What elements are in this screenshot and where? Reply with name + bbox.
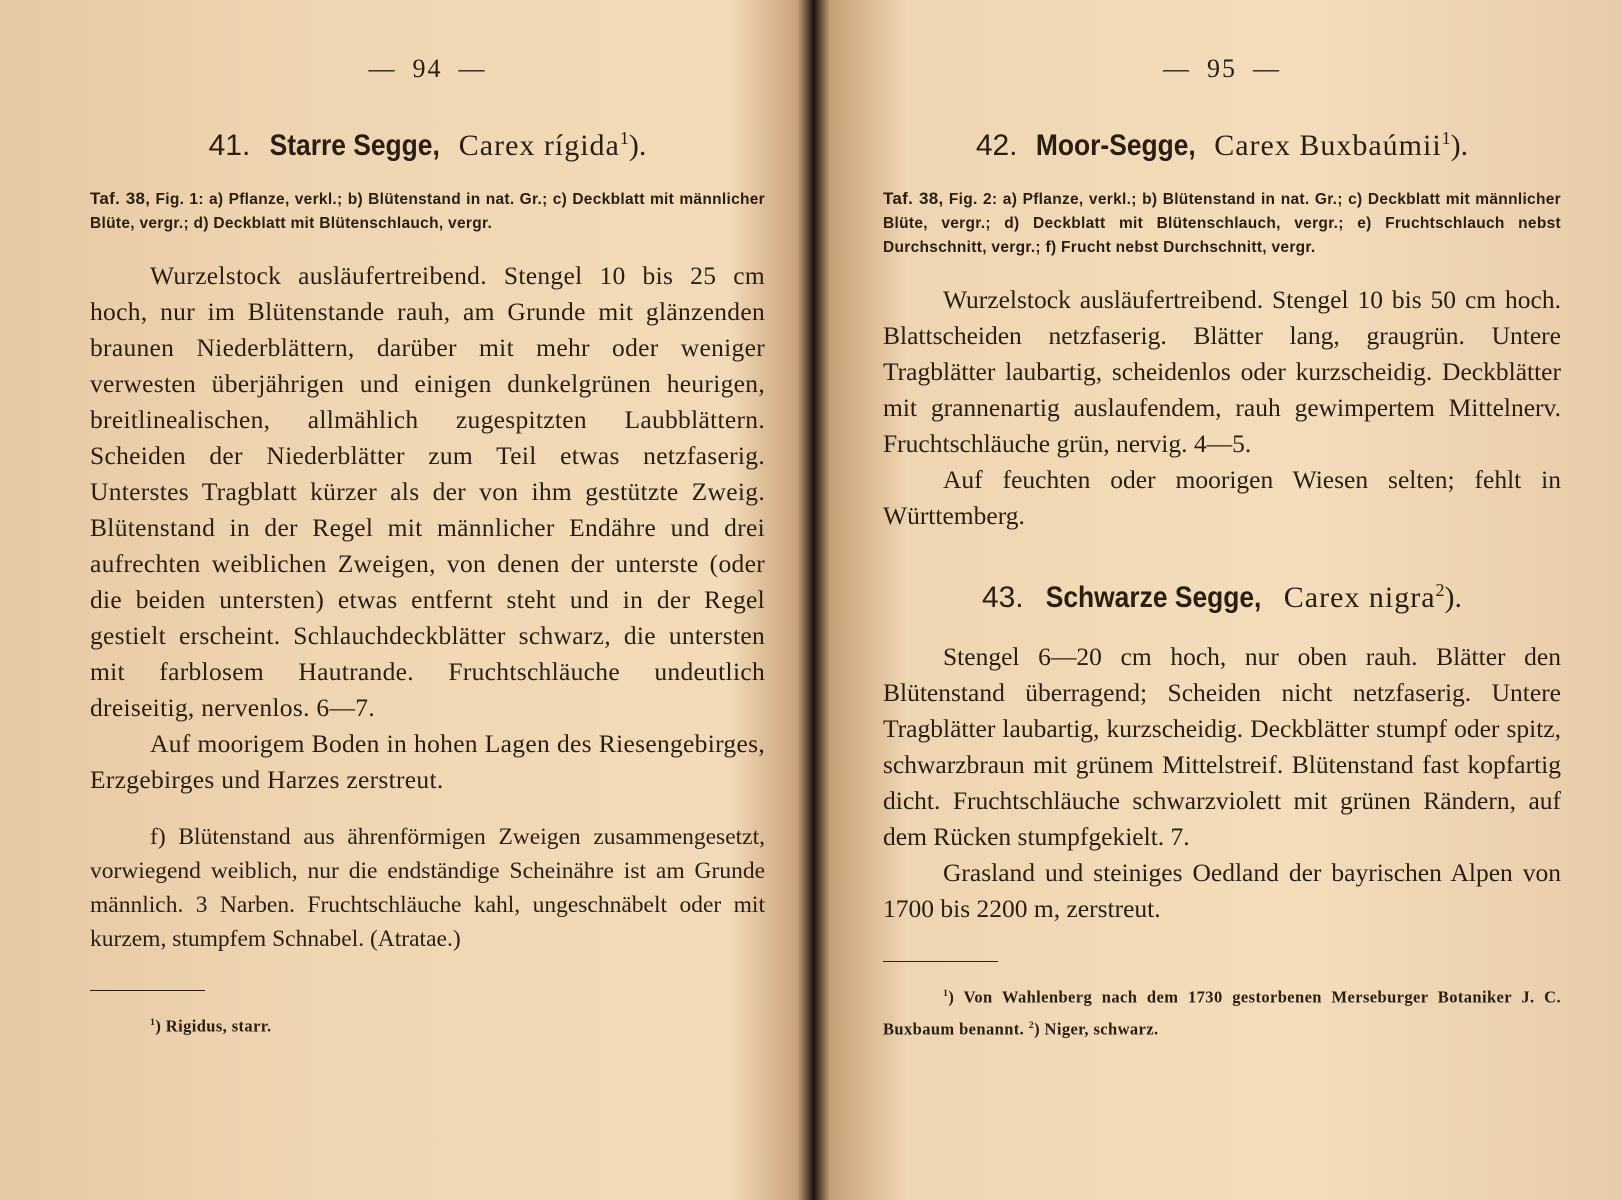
footnote: $^1$) Von Wahlenberg nach dem 1730 gestorbenen Merseburger Botaniker J. C. Buxbaum benannt. $^2$) Niger, schwarz. bbox=[883, 987, 1561, 1038]
right-page bbox=[818, 0, 1621, 1200]
footnote-mark: 2 bbox=[1435, 580, 1445, 600]
habitat-paragraph: Grasland und steiniges Oedland der bayrischen Alpen von 1700 bis 2200 m, zerstreut. bbox=[883, 858, 1561, 923]
section-heading: 42. Moor-Segge, Carex Buxbaúmii$^1$). bbox=[975, 128, 1469, 162]
description-paragraph: Wurzelstock ausläufertreibend. Stengel 10 bis 50 cm hoch. Blattscheiden netzfaserig. Blätter lang, graugrün. Untere Tragblätter laubartig, scheidenlos oder kurzscheidig. Deckblätter mit grannenartig auslaufendem, rauh gewimpertem Mittelnerv. Fruchtschläuche grün, nervig. 4—5. bbox=[883, 285, 1561, 458]
section-number: 43. bbox=[981, 581, 1024, 614]
species-name: Schwarze Segge, bbox=[1045, 581, 1262, 614]
footnote: $^1$) Rigidus, starr. bbox=[150, 1016, 272, 1036]
footnote-divider bbox=[883, 961, 998, 962]
group-paragraph: f) Blütenstand aus ährenförmigen Zweigen zusammengesetzt, vorwiegend weiblich, nur die endständige Scheinähre ist am Grunde männlich. 3 Narben. Fruchtschläuche kahl, ungeschnäbelt oder mit kurzem, stumpfem Schnabel. (Atratae.) bbox=[90, 824, 765, 952]
section-number: 42. bbox=[975, 129, 1018, 162]
habitat-paragraph: Auf moorigem Boden in hohen Lagen des Riesengebirges, Erzgebirges und Harzes zerstreut. bbox=[90, 729, 765, 794]
page-number: — 95 — bbox=[1163, 54, 1281, 83]
section-number: 41. bbox=[208, 129, 251, 162]
latin-name: Carex Buxbaúmii bbox=[1214, 129, 1442, 162]
page-number: — 94 — bbox=[368, 54, 487, 83]
left-page bbox=[0, 0, 805, 1200]
description-paragraph: Wurzelstock ausläufertreibend. Stengel 10 bis 25 cm hoch, nur im Blütenstande rauh, am Grunde mit glänzenden braunen Niederblättern, darüber mit mehr oder weniger verwesten überjährigen und einigen dunkelgrünen heurigen, breitlinealischen, allmählich zugespitzten Laubblättern. Scheiden der Niederblätter zum Teil etwas netzfaserig. Unterstes Tragblatt kürzer als der von ihm gestützte Zweig. Blütenstand in der Regel mit männlicher Endähre und drei aufrechten weiblichen Zweigen, von denen der unterste (oder die beiden untersten) etwas entfernt steht und in der Regel gestielt erscheint. Schlauchdeckblätter schwarz, die untersten mit farblosem Hautrande. Fruchtschläuche undeutlich dreiseitig, nervenlos. 6—7. bbox=[90, 261, 765, 722]
plate-caption: Taf. 38, Fig. 1: a) Pflanze, verkl.; b) Blütenstand in nat. Gr.; c) Deckblatt mit männlicher Blüte, vergr.; d) Deckblatt mit Blütenschlauch, vergr. bbox=[90, 189, 766, 232]
species-name: Moor-Segge, bbox=[1035, 129, 1196, 162]
latin-name: Carex nigra bbox=[1283, 581, 1436, 614]
section-heading: 43. Schwarze Segge, Carex nigra$^2$). bbox=[981, 580, 1463, 614]
section-heading: 41. Starre Segge, Carex rígida$^1$). bbox=[208, 128, 647, 162]
description-paragraph: Stengel 6—20 cm hoch, nur oben rauh. Blätter den Blütenstand überragend; Scheiden nicht netzfaserig. Untere Tragblätter laubartig, kurzscheidig. Deckblätter stumpf oder spitz, schwarzbraun mit grünem Mittelstreif. Blütenstand fast kopfartig dicht. Fruchtschläuche schwarzviolett mit grünen Rändern, auf dem Rücken stumpfgekielt. 7. bbox=[883, 642, 1561, 851]
footnote-mark: 1 bbox=[619, 128, 629, 148]
latin-name: Carex rígida bbox=[458, 129, 620, 162]
species-name: Starre Segge, bbox=[269, 129, 440, 162]
footnote-divider bbox=[90, 990, 205, 991]
footnote-mark: 1 bbox=[1441, 128, 1451, 148]
plate-caption: Taf. 38, Fig. 2: a) Pflanze, verkl.; b) Blütenstand in nat. Gr.; c) Deckblatt mit männlicher Blüte, vergr.; d) Deckblatt mit Blütenschlauch, vergr.; e) Fruchtschlauch nebst Durchschnitt, vergr.; f) Frucht nebst Durchschnitt, vergr. bbox=[883, 189, 1561, 256]
habitat-paragraph: Auf feuchten oder moorigen Wiesen selten; fehlt in Württemberg. bbox=[883, 465, 1561, 530]
